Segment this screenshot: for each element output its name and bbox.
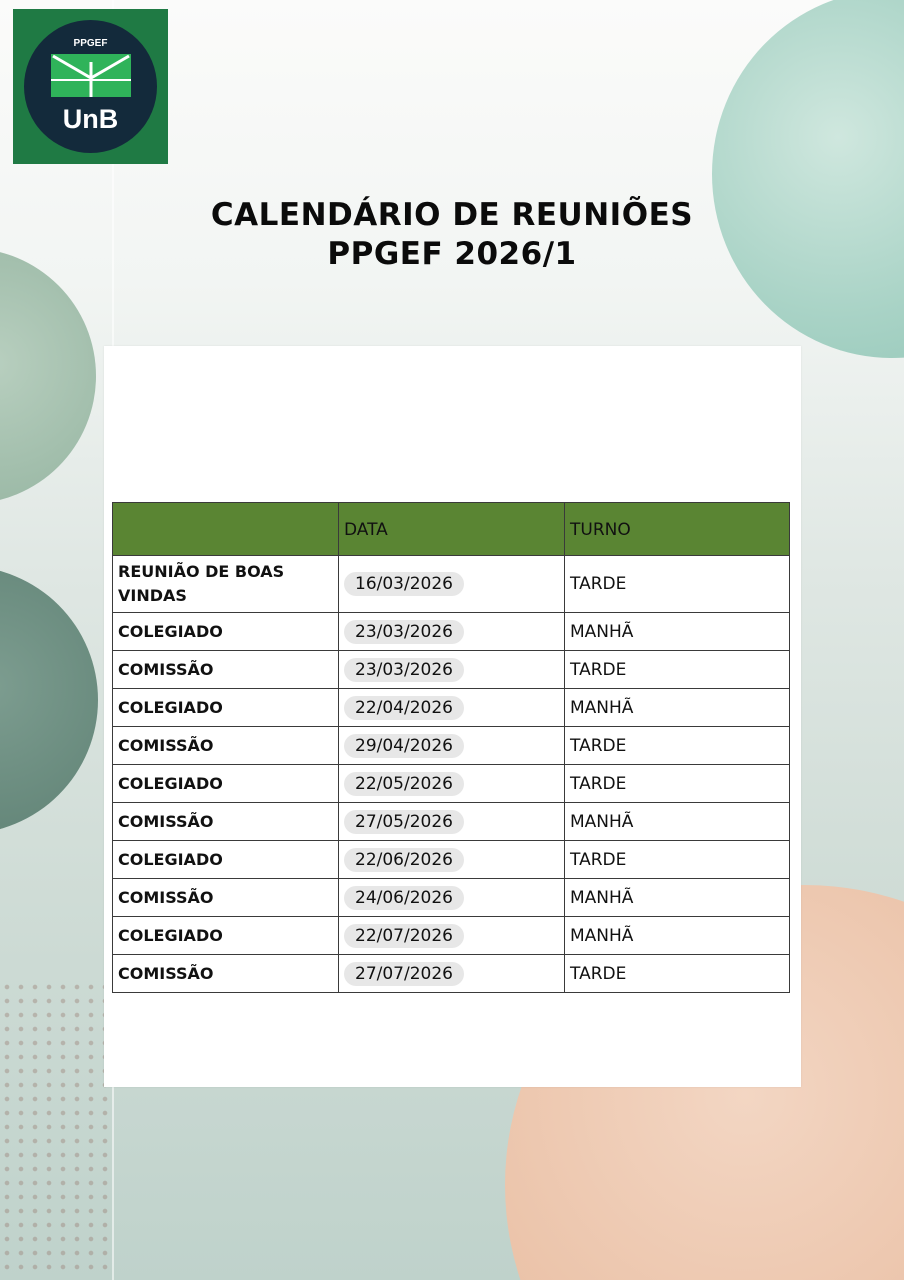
table-header-row	[113, 503, 790, 556]
decor-dot-pattern	[0, 980, 110, 1270]
date-chip: 22/05/2026	[344, 772, 464, 796]
date-cell	[339, 651, 565, 689]
date-cell	[339, 803, 565, 841]
logo-bottom-text: UnB	[62, 104, 119, 134]
shift-cell: TARDE	[565, 727, 790, 765]
table-row	[113, 803, 790, 841]
title-line-2: PPGEF 2026/1	[327, 236, 577, 272]
decor-sage-circle	[0, 248, 96, 504]
decor-teal-circle	[712, 0, 904, 358]
date-chip: 27/05/2026	[344, 810, 464, 834]
date-cell	[339, 955, 565, 993]
shift-cell: TARDE	[565, 955, 790, 993]
date-chip: 23/03/2026	[344, 658, 464, 682]
logo-top-text: PPGEF	[73, 38, 108, 49]
event-cell: REUNIÃO DE BOAS VINDAS	[113, 556, 339, 613]
date-chip: 22/06/2026	[344, 848, 464, 872]
meetings-table	[112, 502, 790, 993]
event-cell: COMISSÃO	[113, 727, 339, 765]
table-row	[113, 727, 790, 765]
date-cell	[339, 556, 565, 613]
shift-cell: MANHÃ	[565, 803, 790, 841]
event-cell: COMISSÃO	[113, 651, 339, 689]
title-line-1: CALENDÁRIO DE REUNIÕES	[210, 197, 694, 233]
date-cell	[339, 841, 565, 879]
event-cell: COMISSÃO	[113, 879, 339, 917]
table-row	[113, 765, 790, 803]
header-shift: TURNO	[565, 503, 790, 556]
event-cell: COLEGIADO	[113, 765, 339, 803]
event-cell: COLEGIADO	[113, 917, 339, 955]
table-row	[113, 613, 790, 651]
shift-cell: MANHÃ	[565, 613, 790, 651]
date-cell	[339, 917, 565, 955]
header-event	[113, 503, 339, 556]
date-chip: 16/03/2026	[344, 572, 464, 596]
shift-cell: TARDE	[565, 556, 790, 613]
table-row	[113, 556, 790, 613]
date-cell	[339, 689, 565, 727]
date-chip: 23/03/2026	[344, 620, 464, 644]
date-chip: 22/07/2026	[344, 924, 464, 948]
unb-emblem-icon	[51, 54, 131, 100]
table-row	[113, 841, 790, 879]
table-row	[113, 917, 790, 955]
ppgef-unb-logo	[13, 9, 168, 164]
shift-cell: TARDE	[565, 841, 790, 879]
date-cell	[339, 765, 565, 803]
decor-dark-green-circle	[0, 566, 98, 834]
event-cell: COMISSÃO	[113, 803, 339, 841]
date-cell	[339, 613, 565, 651]
event-cell: COLEGIADO	[113, 613, 339, 651]
page-title	[0, 196, 904, 274]
date-chip: 27/07/2026	[344, 962, 464, 986]
shift-cell: TARDE	[565, 651, 790, 689]
event-cell: COLEGIADO	[113, 689, 339, 727]
date-chip: 29/04/2026	[344, 734, 464, 758]
event-cell: COLEGIADO	[113, 841, 339, 879]
header-date: DATA	[339, 503, 565, 556]
event-cell: COMISSÃO	[113, 955, 339, 993]
table-row	[113, 689, 790, 727]
logo-circle	[24, 20, 157, 153]
shift-cell: MANHÃ	[565, 917, 790, 955]
date-cell	[339, 727, 565, 765]
table-row	[113, 879, 790, 917]
date-chip: 24/06/2026	[344, 886, 464, 910]
date-cell	[339, 879, 565, 917]
shift-cell: MANHÃ	[565, 689, 790, 727]
table-row	[113, 955, 790, 993]
shift-cell: TARDE	[565, 765, 790, 803]
shift-cell: MANHÃ	[565, 879, 790, 917]
date-chip: 22/04/2026	[344, 696, 464, 720]
table-row	[113, 651, 790, 689]
